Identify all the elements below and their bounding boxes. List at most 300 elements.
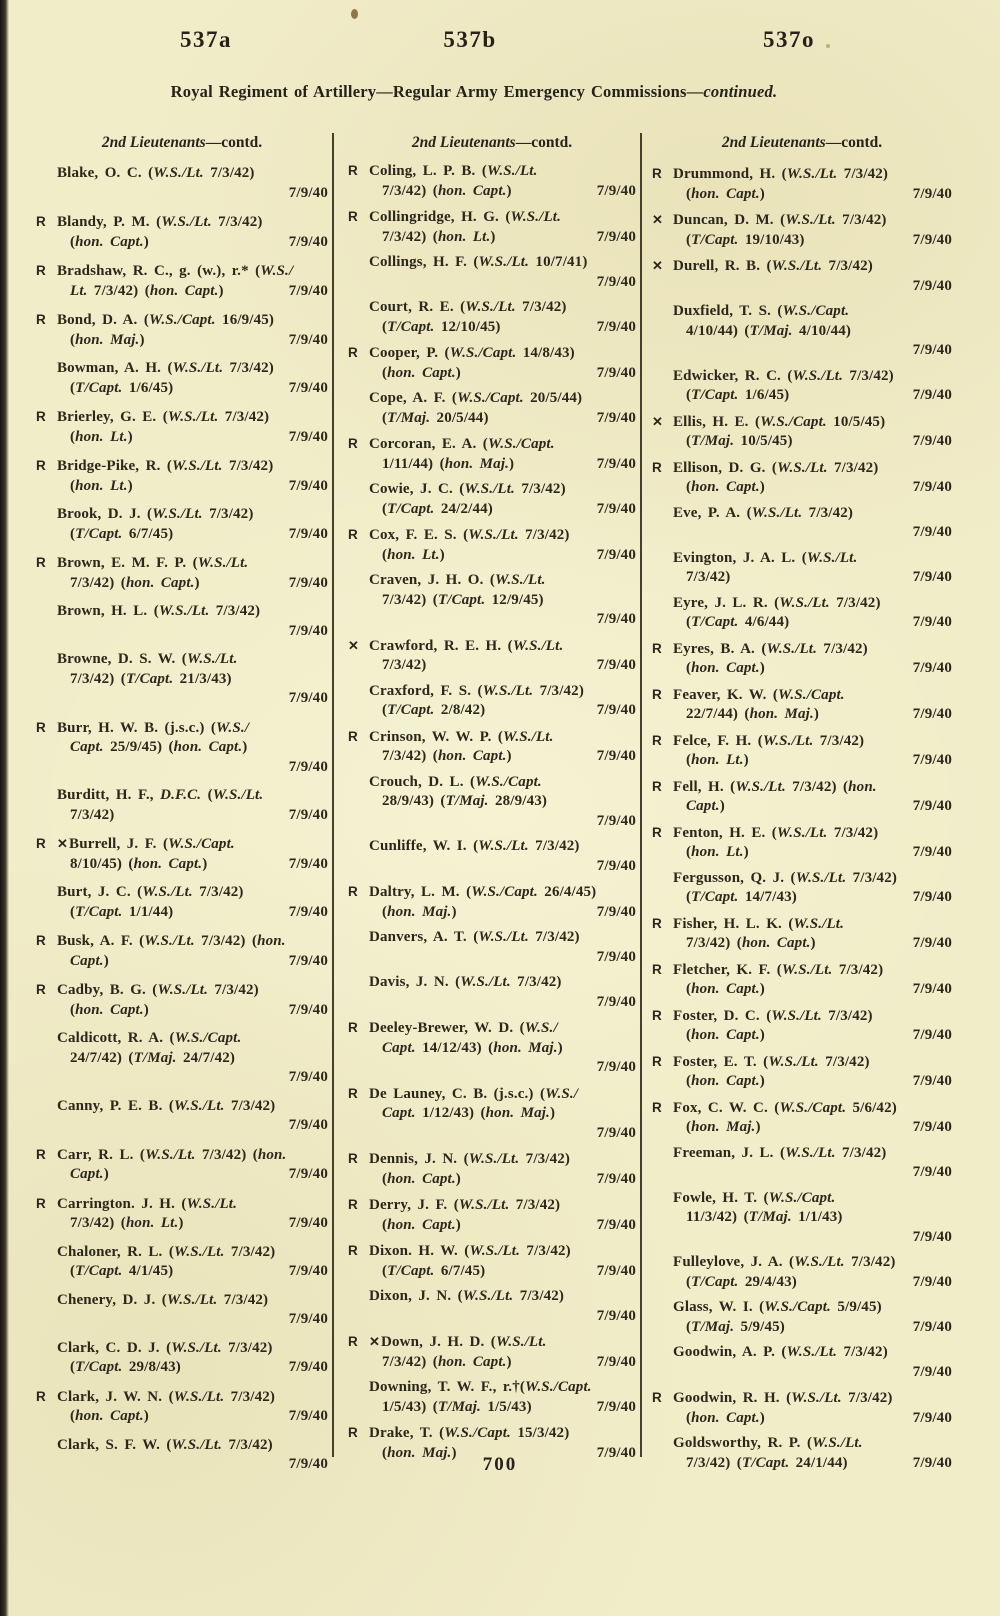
entry-line: 7/9/40 (hon. Capt.) — [652, 659, 952, 679]
reserve-marker: R — [36, 214, 46, 229]
entry-first-line: R Daltry, L. M. (W.S./Capt. 26/4/45) — [348, 884, 597, 900]
commission-date: 7/9/40 — [596, 1262, 636, 1279]
officer-entry — [348, 1378, 636, 1417]
officer-entry — [652, 1253, 952, 1292]
page-number-537c: 537o — [763, 27, 815, 52]
entry-line: 7/9/40 (hon. Maj.) — [348, 1444, 636, 1464]
entry-first-line: Fowle, H. T. (W.S./Capt. — [673, 1189, 836, 1206]
entry-first-line: R Fisher, H. L. K. (W.S./Lt. — [652, 915, 844, 932]
entry-line — [652, 1228, 952, 1248]
officer-entry — [652, 960, 952, 1000]
entry-line: 7/9/40 (T/Capt. 6/7/45) — [36, 525, 328, 545]
officer-entry — [652, 210, 952, 250]
entry-first-line: Eve, P. A. (W.S./Lt. 7/3/42) — [673, 504, 854, 521]
officer-entry — [348, 1241, 636, 1281]
officer-entry — [36, 1339, 328, 1378]
commission-date: 7/9/40 — [288, 903, 328, 920]
entry-line: 7/9/40 Capt.) — [36, 952, 328, 972]
officer-entry — [36, 1387, 328, 1427]
entry-line: 7/9/40 Capt.) — [36, 1165, 328, 1185]
officer-entry — [348, 636, 636, 676]
officer-entry — [652, 823, 952, 863]
entry-line: 7/9/40 (T/Capt. 4/6/44) — [652, 613, 952, 633]
commission-date: 7/9/40 — [288, 477, 328, 494]
entry-line — [652, 341, 952, 361]
officer-entry — [652, 731, 952, 771]
commission-date: 7/9/40 — [596, 182, 636, 199]
commission-date: 7/9/40 — [596, 409, 636, 426]
entry-line: 7/9/40 (hon. Capt.) — [652, 185, 952, 205]
commission-date: 7/9/40 — [288, 428, 328, 445]
entry-line — [652, 1163, 952, 1183]
reserve-marker: R — [348, 1151, 358, 1166]
entry-line: 7/9/40 (T/Capt. 12/10/45) — [348, 318, 636, 338]
entry-first-line: Brook, D. J. (W.S./Lt. 7/3/42) — [57, 506, 254, 522]
commission-date: 7/9/40 — [912, 660, 952, 676]
entry-line: 7/9/40 (hon. Lt.) — [348, 546, 636, 566]
entry-line: 7/9/40 (hon. Capt.) — [36, 233, 328, 253]
officer-entry — [652, 367, 952, 406]
entry-first-line: R Brown, E. M. F. P. (W.S./Lt. — [36, 555, 249, 571]
commission-date: 7/9/40 — [288, 1359, 328, 1375]
page-footer-number: 700 — [482, 1454, 518, 1475]
commission-date: 7/9/40 — [288, 1408, 328, 1424]
entry-first-line: R Cooper, P. (W.S./Capt. 14/8/43) — [348, 345, 575, 361]
commission-date: 7/9/40 — [912, 1119, 952, 1135]
entry-first-line: R Drake, T. (W.S./Capt. 15/3/42) — [348, 1425, 570, 1441]
commission-date: 7/9/40 — [912, 524, 952, 540]
commission-date: 7/9/40 — [912, 706, 952, 722]
officer-entry — [652, 869, 952, 908]
reserve-marker: R — [348, 728, 358, 744]
entry-line: 7/9/40 (hon. Capt.) — [348, 1170, 636, 1190]
officer-entry — [36, 834, 328, 874]
reserve-marker: R — [652, 732, 662, 748]
commission-date: 7/9/40 — [596, 903, 636, 920]
entry-line — [36, 1068, 328, 1088]
entry-first-line: R Fenton, H. E. (W.S./Lt. 7/3/42) — [652, 824, 879, 841]
officer-entry — [36, 1029, 328, 1088]
commission-date: 7/9/40 — [912, 479, 952, 495]
entry-line: 7/9/40 (hon. Lt.) — [652, 843, 952, 863]
officer-entry — [652, 1189, 952, 1248]
entry-first-line: R Fox, C. W. C. (W.S./Capt. 5/6/42) — [652, 1099, 897, 1116]
reserve-marker: R — [348, 1020, 358, 1035]
entry-first-line: R Felce, F. H. (W.S./Lt. 7/3/42) — [652, 732, 865, 749]
entry-first-line: R Foster, D. C. (W.S./Lt. 7/3/42) — [652, 1007, 873, 1024]
entry-line: Capt. 14/12/43) (hon. Maj.) — [382, 1039, 563, 1056]
officer-entry — [348, 253, 636, 292]
officer-list-column-3 — [652, 164, 952, 1479]
entry-line: 7/9/40 (hon. Maj.) — [36, 331, 328, 351]
entry-first-line: Fulleylove, J. A. (W.S./Lt. 7/3/42) — [673, 1254, 896, 1270]
commission-date: 7/9/40 — [912, 185, 952, 202]
officer-entry — [348, 571, 636, 630]
commission-date: 7/9/40 — [912, 1073, 952, 1089]
entry-first-line: Fergusson, Q. J. (W.S./Lt. 7/3/42) — [673, 869, 897, 886]
entry-line: Capt. 25/9/45) (hon. Capt.) — [70, 739, 248, 755]
officer-entry — [652, 412, 952, 452]
officer-entry — [36, 1291, 328, 1330]
entry-line: 7/9/40 (hon. Capt.) — [652, 478, 952, 498]
entry-line: 7/9/40 (hon. Maj.) — [652, 1118, 952, 1138]
entry-line: 7/9/40 8/10/45) (hon. Capt.) — [36, 855, 328, 875]
entry-first-line: R Busk, A. F. (W.S./Lt. 7/3/42) (hon. — [36, 933, 286, 949]
commission-date: 7/9/40 — [912, 798, 952, 814]
entry-line — [36, 184, 328, 204]
entry-first-line: Downing, T. W. F., r.†(W.S./Capt. — [369, 1379, 592, 1395]
entry-line: 7/9/40 7/3/42) — [36, 806, 328, 826]
entry-line: 7/9/40 7/3/42) (T/Capt. 24/1/44) — [652, 1454, 952, 1474]
entry-line: 7/9/40 (T/Capt. 24/2/44) — [348, 500, 636, 520]
entry-line — [348, 1307, 636, 1327]
commission-date: 7/9/40 — [912, 889, 952, 905]
entry-first-line: Bowman, A. H. (W.S./Lt. 7/3/42) — [57, 360, 274, 376]
commission-date: 7/9/40 — [912, 981, 952, 997]
entry-first-line: Cunliffe, W. I. (W.S./Lt. 7/3/42) — [369, 838, 580, 854]
entry-line: 7/9/40 7/3/42) (hon. Capt.) — [348, 747, 636, 767]
entry-line: 7/9/40 (T/Capt. 4/1/45) — [36, 1262, 328, 1282]
entry-first-line: R Clark, J. W. N. (W.S./Lt. 7/3/42) — [36, 1388, 276, 1405]
reserve-marker: R — [348, 436, 358, 451]
commission-date: 7/9/40 — [288, 282, 328, 299]
commission-date: 7/9/40 — [596, 611, 636, 627]
entry-line: 7/9/40 (hon. Capt.) — [348, 1216, 636, 1236]
entry-first-line: R Dixon. H. W. (W.S./Lt. 7/3/42) — [348, 1243, 571, 1259]
commission-date: 7/9/40 — [288, 1001, 328, 1018]
entry-line — [36, 758, 328, 778]
commission-date: 7/9/40 — [912, 1318, 952, 1335]
officer-entry — [36, 650, 328, 709]
cross-symbol: ✕ — [369, 1334, 381, 1349]
commission-date: 7/9/40 — [912, 844, 952, 860]
entry-line: 7/9/40 7/3/42) (hon. Lt.) — [36, 1214, 328, 1234]
commission-date: 7/9/40 — [912, 1164, 952, 1180]
entry-line: 7/9/40 Capt.) — [652, 797, 952, 817]
officer-entry — [36, 359, 328, 398]
entry-line: 7/3/42) (T/Capt. 21/3/43) — [70, 670, 232, 687]
entry-first-line: Burditt, H. F., D.F.C. (W.S./Lt. — [57, 787, 264, 803]
commission-date: 7/9/40 — [596, 1444, 636, 1461]
reserve-marker: R — [652, 166, 662, 181]
entry-line: 7/9/40 (T/Capt. 6/7/45) — [348, 1262, 636, 1282]
officer-entry — [652, 1144, 952, 1183]
officer-entry — [652, 777, 952, 817]
entry-line: 7/9/40 (T/Capt. 29/8/43) — [36, 1358, 328, 1378]
commission-date: 7/9/40 — [596, 1307, 636, 1324]
officer-entry — [652, 1298, 952, 1337]
entry-first-line: Dixon, J. N. (W.S./Lt. 7/3/42) — [369, 1288, 565, 1304]
entry-line — [348, 948, 636, 968]
officer-entry — [36, 1097, 328, 1136]
officer-entry — [652, 256, 952, 296]
entry-line: 7/9/40 (T/Capt. 19/10/43) — [652, 231, 952, 251]
commission-date: 7/9/40 — [596, 1353, 636, 1370]
commission-date: 7/9/40 — [288, 952, 328, 969]
entry-first-line: R Drummond, H. (W.S./Lt. 7/3/42) — [652, 166, 889, 182]
entry-line: 4/10/44) (T/Maj. 4/10/44) — [686, 322, 852, 339]
reserve-marker: R — [36, 1388, 46, 1404]
commission-date: 7/9/40 — [912, 614, 952, 630]
reserve-marker: R — [36, 458, 46, 473]
entry-line: 7/9/40 Lt. 7/3/42) (hon. Capt.) — [36, 282, 328, 302]
officer-entry — [36, 164, 328, 203]
commission-date: 7/9/40 — [288, 331, 328, 348]
entry-line: 7/9/40 (T/Maj. 10/5/45) — [652, 432, 952, 452]
column-header-1: 2nd Lieutenants—contd. — [101, 134, 263, 151]
cross-symbol: ✕ — [57, 836, 69, 851]
officer-list-column-1 — [36, 164, 328, 1484]
entry-line: 7/9/40 (hon. Capt.) — [348, 364, 636, 384]
officer-entry — [652, 1388, 952, 1428]
officer-entry — [36, 1145, 328, 1185]
entry-line — [36, 1116, 328, 1136]
commission-date: 7/9/40 — [288, 1117, 328, 1133]
reserve-marker: R — [652, 961, 662, 977]
commission-date: 7/9/40 — [596, 657, 636, 673]
commission-date: 7/9/40 — [288, 1069, 328, 1085]
page-title: Royal Regiment of Artillery—Regular Army Emergency Commissions—continued. — [170, 82, 778, 101]
entry-line: 11/3/42) (T/Maj. 1/1/43) — [686, 1209, 843, 1225]
entry-first-line: R Crinson, W. W. P. (W.S./Lt. — [348, 728, 554, 745]
entry-line: 7/9/40 (hon. Capt.) — [652, 1072, 952, 1092]
commission-date: 7/9/40 — [288, 525, 328, 542]
commission-date: 7/9/40 — [596, 500, 636, 517]
entry-line: 7/9/40 (T/Capt. 2/8/42) — [348, 701, 636, 721]
commission-date: 7/9/40 — [912, 1273, 952, 1290]
entry-line: 7/3/42) (T/Capt. 12/9/45) — [382, 591, 544, 608]
commission-date: 7/9/40 — [596, 1398, 636, 1415]
column-header-3: 2nd Lieutenants—contd. — [721, 134, 883, 151]
entry-line — [36, 622, 328, 642]
entry-first-line: Glass, W. I. (W.S./Capt. 5/9/45) — [673, 1299, 882, 1315]
officer-entry — [348, 928, 636, 967]
entry-first-line: R Cadby, B. G. (W.S./Lt. 7/3/42) — [36, 982, 259, 998]
entry-first-line: R Collingridge, H. G. (W.S./Lt. — [348, 209, 561, 225]
entry-line: 7/9/40 (hon. Capt.) — [652, 1026, 952, 1046]
entry-first-line: Court, R. E. (W.S./Lt. 7/3/42) — [369, 299, 567, 315]
reserve-marker: R — [36, 312, 46, 327]
reserve-marker: R — [36, 1146, 46, 1162]
reserve-marker: R — [652, 1099, 662, 1115]
reserve-marker: R — [652, 1053, 662, 1069]
entry-line: 7/9/40 (hon. Capt.) — [652, 1409, 952, 1429]
page-number-537b: 537b — [443, 27, 497, 52]
page-number-537a: 537a — [180, 27, 232, 52]
commission-date: 7/9/40 — [288, 1263, 328, 1279]
entry-line: 7/9/40 (T/Maj. 5/9/45) — [652, 1318, 952, 1338]
officer-entry — [348, 389, 636, 428]
reserve-marker: R — [36, 263, 46, 278]
reserve-marker: R — [348, 1197, 358, 1212]
commission-date: 7/9/40 — [596, 812, 636, 829]
reserve-marker: R — [652, 686, 662, 702]
entry-line: 7/9/40 (hon. Lt.) — [652, 751, 952, 771]
entry-line — [348, 1124, 636, 1144]
entry-line: 7/9/40 (T/Maj. 20/5/44) — [348, 409, 636, 429]
entry-first-line: Clark, S. F. W. (W.S./Lt. 7/3/42) — [57, 1436, 273, 1453]
officer-entry — [36, 553, 328, 593]
entry-line — [652, 1363, 952, 1383]
commission-date: 7/9/40 — [912, 433, 952, 449]
officer-entry — [348, 973, 636, 1012]
officer-entry — [36, 212, 328, 252]
officer-entry — [348, 837, 636, 876]
officer-entry — [652, 1052, 952, 1092]
entry-line: 7/9/40 (T/Capt. 1/1/44) — [36, 903, 328, 923]
commission-date: 7/9/40 — [596, 455, 636, 472]
officer-entry — [36, 883, 328, 922]
entry-first-line: Freeman, J. L. (W.S./Lt. 7/3/42) — [673, 1144, 887, 1161]
entry-first-line: R Burr, H. W. B. (j.s.c.) (W.S./ — [36, 719, 250, 736]
entry-first-line: ✕ Durell, R. B. (W.S./Lt. 7/3/42) — [652, 258, 873, 274]
entry-line: 7/9/40 (hon. Maj.) — [348, 903, 636, 923]
reserve-marker: R — [652, 459, 662, 475]
entry-line: 7/9/40 (hon. Capt.) — [36, 1407, 328, 1427]
reserve-marker: R — [36, 933, 46, 948]
commission-date: 7/9/40 — [288, 758, 328, 775]
commission-date: 7/9/40 — [288, 233, 328, 250]
entry-line: 7/9/40 (T/Capt. 1/6/45) — [652, 386, 952, 406]
commission-date: 7/9/40 — [912, 277, 952, 294]
cross-symbol: ✕ — [652, 258, 663, 273]
entry-line: Capt. 1/12/43) (hon. Maj.) — [382, 1105, 556, 1121]
officer-entry — [652, 685, 952, 725]
commission-date: 7/9/40 — [912, 935, 952, 951]
commission-date: 7/9/40 — [596, 273, 636, 290]
reserve-marker: R — [36, 409, 46, 424]
officer-entry — [652, 1343, 952, 1382]
officer-entry — [652, 302, 952, 361]
commission-date: 7/9/40 — [288, 1215, 328, 1231]
commission-date: 7/9/40 — [596, 546, 636, 563]
entry-first-line: R Goodwin, R. H. (W.S./Lt. 7/3/42) — [652, 1390, 893, 1406]
commission-date: 7/9/40 — [912, 1363, 952, 1380]
entry-line — [652, 523, 952, 543]
entry-first-line: Chaloner, R. L. (W.S./Lt. 7/3/42) — [57, 1243, 276, 1260]
entry-first-line: R Foster, E. T. (W.S./Lt. 7/3/42) — [652, 1053, 870, 1070]
entry-first-line: Craxford, F. S. (W.S./Lt. 7/3/42) — [369, 682, 584, 699]
commission-date: 7/9/40 — [596, 857, 636, 874]
entry-first-line: R Fletcher, K. F. (W.S./Lt. 7/3/42) — [652, 961, 884, 978]
officer-entry — [36, 931, 328, 971]
entry-line: 7/9/40 1/11/44) (hon. Maj.) — [348, 455, 636, 475]
reserve-marker: R — [36, 1195, 46, 1211]
commission-date: 7/9/40 — [288, 574, 328, 591]
entry-first-line: R Ellison, D. G. (W.S./Lt. 7/3/42) — [652, 459, 879, 476]
entry-first-line: Collings, H. F. (W.S./Lt. 10/7/41) — [369, 254, 588, 270]
entry-line: 7/9/40 7/3/42) — [348, 656, 636, 676]
officer-entry — [36, 407, 328, 447]
entry-line: 28/9/43) (T/Maj. 28/9/43) — [382, 793, 548, 809]
column-divider — [332, 133, 334, 1457]
officer-entry — [348, 434, 636, 474]
entry-line: 7/9/40 (hon. Capt.) — [652, 980, 952, 1000]
commission-date: 7/9/40 — [596, 702, 636, 718]
commission-date: 7/9/40 — [596, 993, 636, 1010]
entry-first-line: R Fell, H. (W.S./Lt. 7/3/42) (hon. — [652, 778, 877, 795]
entry-line — [36, 689, 328, 709]
reserve-marker: R — [348, 884, 358, 899]
officer-entry — [36, 980, 328, 1020]
entry-first-line: Davis, J. N. (W.S./Lt. 7/3/42) — [369, 974, 562, 990]
entry-first-line: Burt, J. C. (W.S./Lt. 7/3/42) — [57, 884, 244, 900]
entry-first-line: ✕ Ellis, H. E. (W.S./Capt. 10/5/45) — [652, 413, 886, 430]
officer-entry — [348, 1084, 636, 1144]
reserve-marker: R — [348, 1425, 358, 1440]
commission-date: 7/9/40 — [288, 1456, 328, 1472]
entry-first-line: Danvers, A. T. (W.S./Lt. 7/3/42) — [369, 929, 580, 945]
entry-first-line: Browne, D. S. W. (W.S./Lt. — [57, 651, 238, 667]
entry-line: 7/9/40 7/3/42) (hon. Capt.) — [652, 934, 952, 954]
cross-symbol: ✕ — [652, 413, 663, 429]
entry-line — [348, 812, 636, 832]
entry-first-line: R Bridge-Pike, R. (W.S./Lt. 7/3/42) — [36, 458, 274, 474]
entry-first-line: Goodwin, A. P. (W.S./Lt. 7/3/42) — [673, 1344, 888, 1360]
officer-list-column-2 — [348, 161, 636, 1469]
officer-entry — [348, 1195, 636, 1235]
entry-line — [652, 277, 952, 297]
officer-entry — [36, 261, 328, 301]
entry-first-line: Brown, H. L. (W.S./Lt. 7/3/42) — [57, 603, 261, 619]
commission-date: 7/9/40 — [596, 748, 636, 764]
entry-first-line: Clark, C. D. J. (W.S./Lt. 7/3/42) — [57, 1339, 273, 1356]
officer-entry — [652, 639, 952, 679]
officer-entry — [348, 1287, 636, 1326]
entry-first-line: R Dennis, J. N. (W.S./Lt. 7/3/42) — [348, 1151, 571, 1167]
officer-entry — [36, 1243, 328, 1282]
entry-first-line: ✕ Crawford, R. E. H. (W.S./Lt. — [348, 637, 564, 654]
page-speck — [826, 44, 830, 48]
column-divider — [640, 133, 642, 1457]
entry-line — [348, 993, 636, 1013]
reserve-marker: R — [348, 1243, 358, 1258]
entry-first-line: R ✕Down, J. H. D. (W.S./Lt. — [348, 1334, 547, 1350]
entry-line: 7/9/40 (hon. Capt.) — [36, 1001, 328, 1021]
entry-line: 7/9/40 (T/Capt. 14/7/43) — [652, 888, 952, 908]
entry-first-line: R De Launey, C. B. (j.s.c.) (W.S./ — [348, 1085, 579, 1102]
entry-first-line: Blake, O. C. (W.S./Lt. 7/3/42) — [57, 165, 255, 181]
reserve-marker: R — [652, 1390, 662, 1405]
officer-entry — [348, 682, 636, 721]
commission-date: 7/9/40 — [288, 855, 328, 872]
commission-date: 7/9/40 — [288, 1166, 328, 1182]
commission-date: 7/9/40 — [912, 1027, 952, 1043]
commission-date: 7/9/40 — [596, 1059, 636, 1075]
commission-date: 7/9/40 — [596, 318, 636, 335]
entry-first-line: Eyre, J. L. R. (W.S./Lt. 7/3/42) — [673, 594, 881, 611]
entry-first-line: R Carr, R. L. (W.S./Lt. 7/3/42) (hon. — [36, 1146, 287, 1163]
officer-entry — [36, 310, 328, 350]
entry-line: 7/9/40 (hon. Lt.) — [36, 428, 328, 448]
entry-line: 7/9/40 7/3/42) — [652, 568, 952, 588]
reserve-marker: R — [348, 163, 358, 178]
commission-date: 7/9/40 — [912, 752, 952, 768]
entry-line: 7/9/40 1/5/43) (T/Maj. 1/5/43) — [348, 1398, 636, 1418]
entry-line: 7/9/40 (T/Capt. 29/4/43) — [652, 1273, 952, 1293]
reserve-marker: R — [348, 345, 358, 360]
officer-entry — [348, 343, 636, 383]
entry-line: 7/9/40 7/3/42) (hon. Capt.) — [348, 1353, 636, 1373]
officer-entry — [652, 1098, 952, 1138]
entry-line — [348, 857, 636, 877]
officer-entry — [348, 727, 636, 767]
entry-first-line: R ✕Burrell, J. F. (W.S./Capt. — [36, 836, 235, 852]
officer-entry — [348, 773, 636, 832]
officer-entry — [652, 549, 952, 588]
entry-line: 7/9/40 22/7/44) (hon. Maj.) — [652, 705, 952, 725]
reserve-marker: R — [348, 1334, 358, 1349]
